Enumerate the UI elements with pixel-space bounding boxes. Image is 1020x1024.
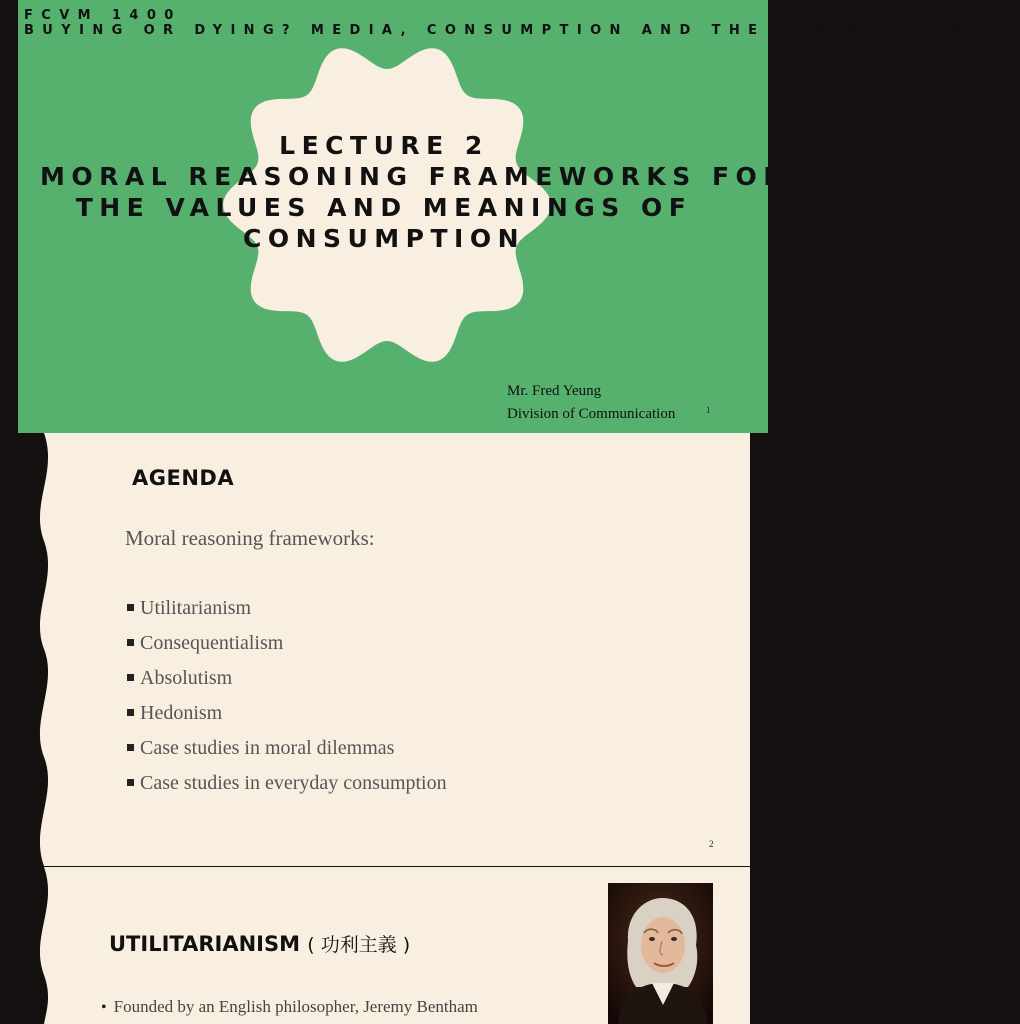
right-edge-bar [750, 867, 768, 1024]
square-bullet-icon [127, 779, 134, 786]
agenda-intro: Moral reasoning frameworks: [125, 526, 375, 550]
page-number: 1 [706, 405, 711, 415]
lecture-title-line-3: CONSUMPTION [242, 224, 526, 253]
square-bullet-icon [127, 709, 134, 716]
square-bullet-icon [127, 674, 134, 681]
square-bullet-icon [127, 639, 134, 646]
utilitarianism-heading: UTILITARIANISM ( 功利主義 ) [109, 932, 411, 956]
agenda-item: Consequentialism [127, 632, 283, 655]
presenter-name: Mr. Fred Yeung [507, 383, 602, 399]
portrait-jeremy-bentham [608, 883, 713, 1024]
square-bullet-icon [127, 744, 134, 751]
lecture-title-line-2: THE VALUES AND MEANINGS OF [75, 193, 693, 222]
round-bullet-icon: • [101, 999, 107, 1016]
agenda-item: Absolutism [127, 667, 232, 690]
right-edge-bar [750, 433, 768, 866]
course-title: BUYING OR DYING? MEDIA, CONSUMPTION AND THE MAKING OF SELF [24, 23, 1020, 38]
bullet-item: • Founded by an English philosopher, Jeremy Bentham [101, 997, 478, 1016]
agenda-item: Case studies in moral dilemmas [127, 737, 394, 760]
lecture-number: LECTURE 2 [279, 131, 489, 160]
page-number: 2 [709, 839, 714, 849]
utilitarianism-slide [0, 867, 768, 1024]
agenda-item: Case studies in everyday consumption [127, 772, 447, 795]
wavy-left-border [0, 433, 60, 866]
wavy-left-border [0, 867, 60, 1024]
presenter-division: Division of Communication [507, 406, 676, 422]
agenda-slide [0, 433, 768, 866]
agenda-heading: AGENDA [132, 466, 235, 490]
agenda-item: Hedonism [127, 702, 222, 725]
lecture-title-line-1: MORAL REASONING FRAMEWORKS FOR [40, 162, 790, 191]
agenda-item: Utilitarianism [127, 597, 251, 620]
utilitarianism-chinese-term: ( 功利主義 ) [307, 934, 411, 956]
square-bullet-icon [127, 604, 134, 611]
course-code: FCVM 1400 [24, 8, 182, 23]
title-slide [0, 0, 1020, 433]
